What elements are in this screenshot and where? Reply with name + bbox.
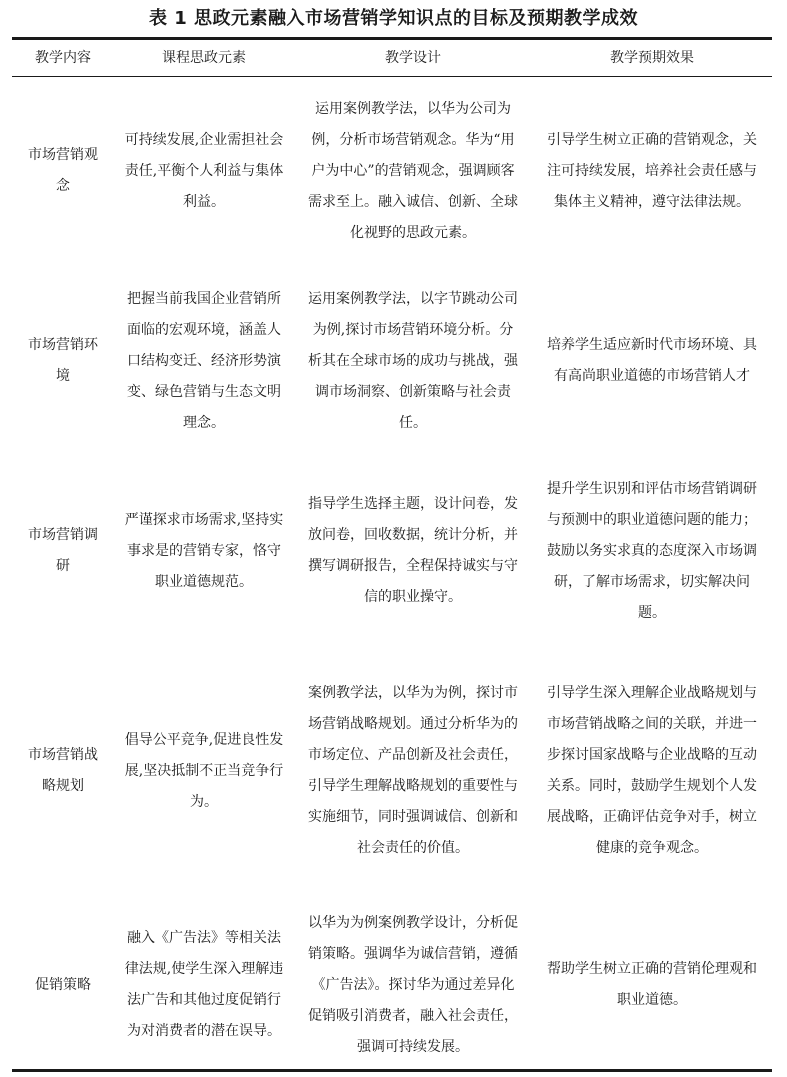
header-expected-effect: 教学预期效果	[610, 49, 694, 66]
cell-effect: 提升学生识别和评估市场营销调研与预测中的职业道德问题的能力；鼓励以务实求真的态度深入市场调研，了解市场需求，切实解决问题。	[547, 480, 757, 621]
cell-effect: 引导学生树立正确的营销观念，关注可持续发展，培养社会责任感与集体主义精神，遵守法律法规。	[547, 131, 757, 210]
cell-element: 倡导公平竞争,促进良性发展,坚决抵制不正当竞争行为。	[124, 731, 284, 810]
cell-effect: 引导学生深入理解企业战略规划与市场营销战略之间的关联，并进一步探讨国家战略与企业战略的互动关系。同时，鼓励学生规划个人发展战略，正确评估竞争对手，树立健康的竞争观念。	[547, 685, 757, 856]
cell-effect: 培养学生适应新时代市场环境、具有高尚职业道德的市场营销人才	[547, 337, 757, 384]
header-ideological-elements: 课程思政元素	[162, 49, 246, 66]
table-row	[12, 76, 772, 266]
cell-element: 严谨探求市场需求,坚持实事求是的营销专家，恪守职业道德规范。	[124, 511, 284, 590]
cell-content: 市场营销调研	[28, 527, 98, 574]
table-row	[12, 646, 772, 896]
table-row	[12, 456, 772, 646]
cell-content: 促销策略	[35, 976, 91, 993]
cell-content: 市场营销环境	[28, 337, 98, 384]
cell-design: 运用案例教学法，以字节跳动公司为例,探讨市场营销环境分析。分析其在全球市场的成功与挑战，强调市场洞察、创新策略与社会责任。	[308, 290, 518, 431]
cell-design: 指导学生选择主题，设计问卷，发放问卷，回收数据，统计分析，并撰写调研报告，全程保持诚实与守信的职业操守。	[308, 496, 518, 605]
cell-design: 以华为为例案例教学设计，分析促销策略。强调华为诚信营销，遵循《广告法》。探讨华为通过差异化促销吸引消费者，融入社会责任，强调可持续发展。	[308, 914, 518, 1055]
cell-content: 市场营销战略规划	[28, 747, 98, 794]
header-teaching-design: 教学设计	[385, 49, 441, 66]
header-teaching-content: 教学内容	[35, 49, 91, 66]
cell-element: 融入《广告法》等相关法律法规,使学生深入理解违法广告和其他过度促销行为对消费者的潜在误导。	[124, 930, 284, 1039]
header-row	[12, 40, 772, 76]
cell-element: 把握当前我国企业营销所面临的宏观环境，涵盖人口结构变迁、经济形势演变、绿色营销与生态文明理念。	[127, 290, 281, 431]
cell-content: 市场营销观念	[28, 147, 98, 194]
table-row	[12, 266, 772, 456]
cell-element: 可持续发展,企业需担社会责任,平衡个人利益与集体利益。	[124, 131, 284, 210]
cell-design: 案例教学法，以华为为例，探讨市场营销战略规划。通过分析华为的市场定位、产品创新及社会责任，引导学生理解战略规划的重要性与实施细节，同时强调诚信、创新和社会责任的价值。	[308, 685, 518, 856]
cell-effect: 帮助学生树立正确的营销伦理观和职业道德。	[547, 961, 757, 1008]
table-row	[12, 896, 772, 1074]
objectives-table	[12, 40, 772, 1074]
table-title: 表 1 思政元素融入市场营销学知识点的目标及预期教学成效	[148, 8, 639, 29]
cell-design: 运用案例教学法，以华为公司为例，分析市场营销观念。华为“用户为中心”的营销观念，强调顾客需求至上。融入诚信、创新、全球化视野的思政元素。	[308, 100, 518, 241]
